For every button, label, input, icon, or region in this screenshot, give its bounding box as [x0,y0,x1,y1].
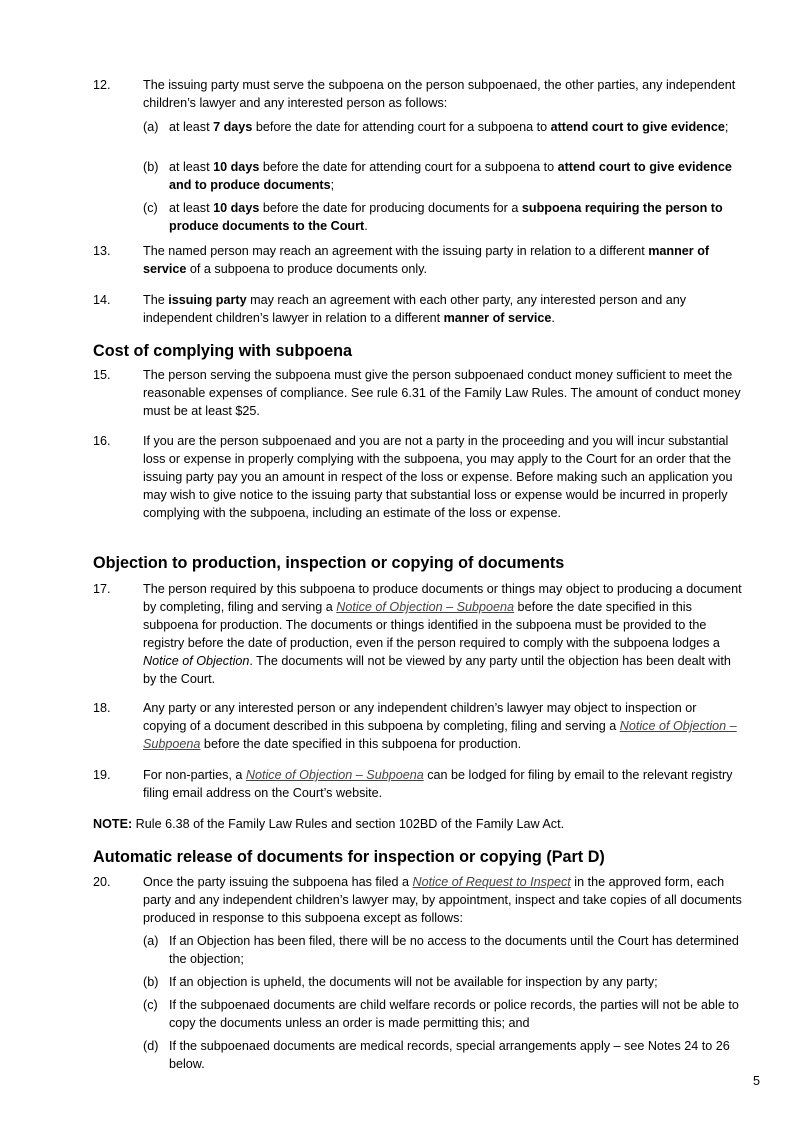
sub-item-12a [143,118,743,136]
paragraph-number: 19. [93,768,111,782]
note-text: NOTE: Rule 6.38 of the Family Law Rules and section 102BD of the Family Law Act. [93,817,565,831]
sub-item-text: at least 10 days before the date for attending court for a subpoena to attend court to give evidence and to produce documents; [169,160,732,192]
paragraph-text: The named person may reach an agreement with the issuing party in relation to a different manner of service of a subpoena to produce documents only. [143,244,710,276]
paragraph-text: For non-parties, a Notice of Objection – Subpoena can be lodged for filing by email to the relevant registry filing email address on the Court’s website. [143,768,733,800]
sub-item-20a [143,932,743,968]
sub-item-label: (c) [143,201,158,215]
paragraph-12 [93,76,743,112]
paragraph-13 [93,242,743,278]
sub-item-text: If the subpoenaed documents are medical records, special arrangements apply – see Notes 24 to 26 below. [169,1039,730,1071]
notice-of-request-to-inspect-link[interactable]: Notice of Request to Inspect [412,875,571,889]
paragraph-number: 18. [93,701,111,715]
sub-item-text: at least 10 days before the date for producing documents for a subpoena requiring the person to produce documents to the Court. [169,201,723,233]
paragraph-text: The person required by this subpoena to produce documents or things may object to producing a document by completing, filing and serving a Notice of Objection – Subpoena before the date specified in this subpoena for production. The documents or things identified in the subpoena must be provided to the registry before the date of production, even if the person required to comply with the subpoena lodges a Notice of Objection. The documents will not be viewed by any party until the objection has been dealt with by the Court. [143,582,742,686]
sub-item-label: (a) [143,934,159,948]
paragraph-number: 15. [93,368,111,382]
section-heading-release: Automatic release of documents for inspection or copying (Part D) [93,848,605,866]
paragraph-18 [93,699,743,753]
paragraph-number: 12. [93,78,111,92]
paragraph-20 [93,873,743,927]
paragraph-15 [93,366,743,420]
paragraph-text: The issuing party may reach an agreement with each other party, any interested person and any independent children’s lawyer in relation to a different manner of service. [143,293,686,325]
page-number: 5 [752,1074,760,1088]
paragraph-text: Once the party issuing the subpoena has filed a Notice of Request to Inspect in the approved form, each party and any independent children’s lawyer may, by appointment, inspect and take copies of all documents produced in response to this subpoena except as follows: [143,875,742,925]
paragraph-19 [93,766,743,802]
paragraph-16 [93,432,743,522]
paragraph-number: 14. [93,293,111,307]
paragraph-number: 13. [93,244,111,258]
sub-item-12c [143,199,743,235]
section-heading-objection: Objection to production, inspection or copying of documents [93,554,565,572]
note-label: NOTE: [93,817,133,831]
paragraph-text: If you are the person subpoenaed and you are not a party in the proceeding and you will incur substantial loss or expense in properly complying with the subpoena, you may apply to the Court for an order that the issuing party pay you an amount in respect of the loss or expense. Before making such an application you may wish to give notice to the issuing party that substantial loss or expense would be incurred in properly complying with the subpoena, including an estimate of the loss or expense. [143,434,733,520]
sub-item-20d [143,1037,743,1073]
notice-of-objection-link[interactable]: Notice of Objection – Subpoena [245,768,424,782]
paragraph-text: The person serving the subpoena must give the person subpoenaed conduct money sufficient to meet the reasonable expenses of compliance. See rule 6.31 of the Family Law Rules. The amount of conduct money must be at least $25. [143,368,741,418]
sub-item-label: (d) [143,1039,159,1053]
sub-item-20c [143,996,743,1032]
sub-item-label: (b) [143,160,159,174]
paragraph-14 [93,291,743,327]
paragraph-number: 16. [93,434,111,448]
paragraph-number: 17. [93,582,111,596]
sub-item-label: (c) [143,998,158,1012]
sub-item-text: If an Objection has been filed, there will be no access to the documents until the Court has determined the objection; [169,934,739,966]
sub-item-20b [143,973,743,991]
paragraph-text: The issuing party must serve the subpoena on the person subpoenaed, the other parties, any independent children’s lawyer and any interested person as follows: [143,78,736,110]
notice-of-objection-link[interactable]: Notice of Objection – Subpoena [143,719,737,751]
sub-item-text: If the subpoenaed documents are child welfare records or police records, the parties will not be able to copy the documents unless an order is made permitting this; and [169,998,739,1030]
paragraph-number: 20. [93,875,111,889]
sub-item-text: at least 7 days before the date for attending court for a subpoena to attend court to give evidence; [169,120,729,134]
paragraph-17 [93,580,743,688]
sub-item-label: (b) [143,975,159,989]
sub-item-text: If an objection is upheld, the documents will not be available for inspection by any party; [169,975,658,989]
section-heading-cost: Cost of complying with subpoena [93,342,352,360]
sub-item-12b [143,158,743,194]
sub-item-label: (a) [143,120,159,134]
paragraph-text: Any party or any interested person or any independent children’s lawyer may object to inspection or copying of a document described in this subpoena by completing, filing and serving a Notice of Objection – Subpoena before the date specified in this subpoena for production. [143,701,737,751]
notice-of-objection-link[interactable]: Notice of Objection – Subpoena [336,600,515,614]
